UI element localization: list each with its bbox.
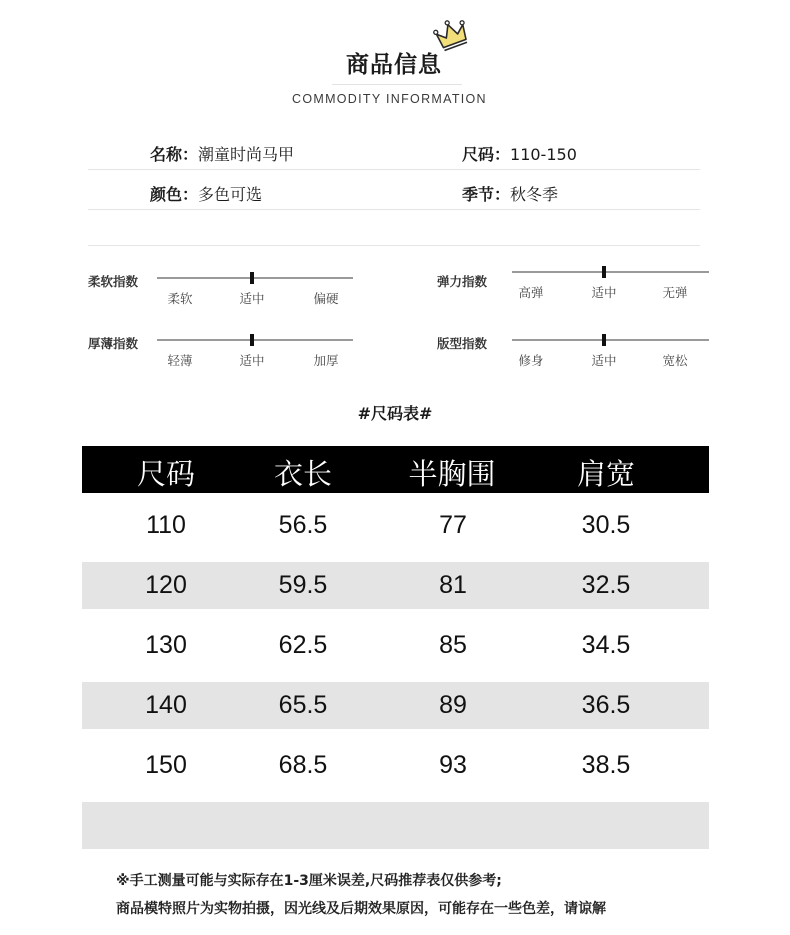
note-line: ※手工测量可能与实际存在1-3厘米误差,尺码推荐表仅供参考; xyxy=(116,873,502,889)
index-option: 无弹 xyxy=(662,285,688,300)
index-track xyxy=(512,339,709,341)
table-cell: 93 xyxy=(439,751,467,779)
table-cell: 77 xyxy=(439,511,467,539)
table-cell: 30.5 xyxy=(581,511,631,539)
index-track xyxy=(512,271,709,273)
table-row xyxy=(82,562,709,609)
table-cell: 85 xyxy=(439,631,467,659)
column-header: 肩宽 xyxy=(576,457,636,491)
index-option: 高弹 xyxy=(518,285,544,300)
table-row xyxy=(82,502,709,549)
info-name: 名称：潮童时尚马甲 xyxy=(150,145,295,164)
table-cell: 34.5 xyxy=(581,631,631,659)
table-cell: 120 xyxy=(145,571,187,599)
index-option: 偏硬 xyxy=(313,291,339,306)
index-label: 版型指数 xyxy=(437,336,488,351)
index-marker xyxy=(602,266,606,278)
index-marker xyxy=(250,334,254,346)
index-option: 宽松 xyxy=(662,353,688,368)
info-season: 季节：秋冬季 xyxy=(462,185,559,204)
page-subtitle: COMMODITY INFORMATION xyxy=(292,92,487,106)
table-cell: 81 xyxy=(439,571,467,599)
table-cell: 38.5 xyxy=(581,751,631,779)
table-cell: 110 xyxy=(146,511,186,539)
index-label: 弹力指数 xyxy=(437,274,488,289)
index-track xyxy=(157,277,353,279)
crown-icon xyxy=(432,14,472,54)
section-header xyxy=(0,0,790,120)
page-title: 商品信息 xyxy=(346,52,442,78)
index-marker xyxy=(602,334,606,346)
table-header xyxy=(82,446,709,493)
table-row xyxy=(82,622,709,669)
table-row xyxy=(82,682,709,729)
table-row-empty xyxy=(82,802,709,849)
table-cell: 140 xyxy=(145,691,187,719)
table-cell: 89 xyxy=(439,691,467,719)
column-header: 半胸围 xyxy=(408,457,496,491)
table-cell: 62.5 xyxy=(278,631,328,659)
table-cell: 150 xyxy=(145,751,187,779)
index-option: 修身 xyxy=(518,353,544,368)
table-cell: 59.5 xyxy=(278,571,328,599)
table-cell: 68.5 xyxy=(278,751,328,779)
index-track xyxy=(157,339,353,341)
index-option: 加厚 xyxy=(313,353,339,368)
size-chart-heading: #尺码表# xyxy=(357,404,433,423)
title-divider xyxy=(332,84,462,85)
index-option: 适中 xyxy=(591,285,617,300)
note-line: 商品模特照片为实物拍摄，因光线及后期效果原因，可能存在一些色差，请谅解 xyxy=(116,901,606,917)
info-row xyxy=(88,172,700,210)
table-row xyxy=(82,742,709,789)
index-option: 适中 xyxy=(239,353,265,368)
table-cell: 32.5 xyxy=(581,571,631,599)
column-header: 衣长 xyxy=(273,457,333,491)
index-label: 柔软指数 xyxy=(88,274,139,289)
info-row xyxy=(88,132,700,170)
info-size: 尺码：110-150 xyxy=(462,145,577,164)
table-cell: 130 xyxy=(145,631,187,659)
divider xyxy=(88,245,700,246)
index-option: 适中 xyxy=(239,291,265,306)
index-label: 厚薄指数 xyxy=(88,336,139,351)
index-option: 适中 xyxy=(591,353,617,368)
info-color: 颜色：多色可选 xyxy=(150,185,263,204)
table-cell: 36.5 xyxy=(581,691,631,719)
index-option: 轻薄 xyxy=(167,353,193,368)
table-cell: 56.5 xyxy=(278,511,328,539)
table-cell: 65.5 xyxy=(278,691,328,719)
index-marker xyxy=(250,272,254,284)
column-header: 尺码 xyxy=(136,457,196,491)
index-option: 柔软 xyxy=(167,291,193,306)
